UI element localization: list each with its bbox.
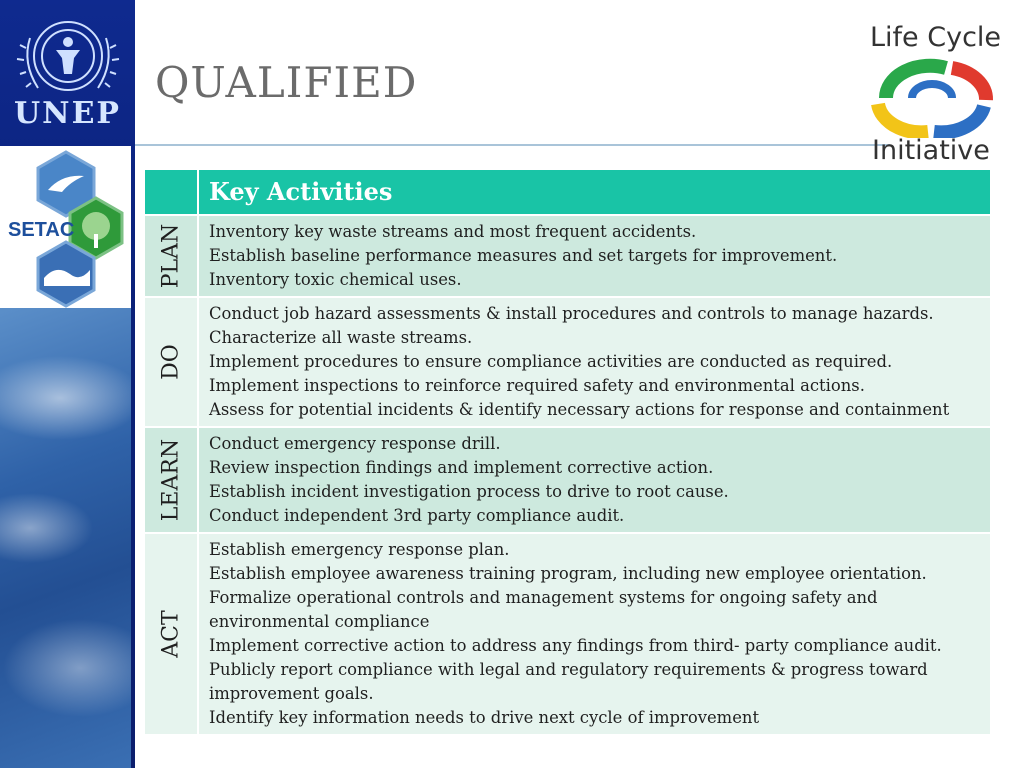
table-row-act [145,534,990,734]
activity-line: Establish baseline performance measures and set targets for improvement. [209,246,838,265]
phase-cell [145,216,199,296]
activity-line: Review inspection findings and implement corrective action. [209,458,714,477]
activity-line: Establish incident investigation process to drive to root cause. [209,482,729,501]
activity-line: Conduct independent 3rd party compliance audit. [209,506,625,525]
activity-line: environmental compliance [209,612,430,631]
activity-line: Implement corrective action to address any findings from third- party compliance audit. [209,636,942,655]
page-title: QUALIFIED [155,58,418,107]
activity-line: Assess for potential incidents & identify necessary actions for response and containment [209,400,950,419]
unep-wordmark: UNEP [13,96,121,131]
phase-label-do: DO [158,344,184,380]
activity-line: Conduct job hazard assessments & install procedures and controls to manage hazards. [209,304,934,323]
phase-label-plan: PLAN [158,223,184,289]
title-divider [135,144,890,146]
activity-line: Publicly report compliance with legal and regulatory requirements & progress toward [209,660,928,679]
activity-line: Implement procedures to ensure compliance activities are conducted as required. [209,352,893,371]
lci-top-label: Life Cycle [870,22,1002,53]
activities-cell [199,216,990,296]
life-cycle-initiative-logo [862,20,1002,168]
setac-label: SETAC [8,219,75,241]
sidebar-band [0,0,135,768]
activity-line: Conduct emergency response drill. [209,434,501,453]
header-corner-cell [145,170,199,214]
earth-image [0,308,131,768]
lci-bottom-label: Initiative [872,135,990,166]
phase-label-learn: LEARN [158,438,184,522]
table-row-learn [145,428,990,534]
table-header-row [145,170,990,216]
activities-cell [199,298,990,426]
phase-label-act: ACT [158,610,184,658]
key-activities-table [145,170,990,734]
activity-line: improvement goals. [209,684,374,703]
table-row-do [145,298,990,428]
table-row-plan [145,216,990,298]
activities-cell [199,534,990,734]
phase-cell [145,428,199,532]
phase-cell [145,298,199,426]
activity-line: Establish emergency response plan. [209,540,510,559]
activity-line: Establish employee awareness training program, including new employee orientation. [209,564,927,583]
setac-logo [0,146,131,308]
activity-line: Formalize operational controls and management systems for ongoing safety and [209,588,878,607]
activity-line: Characterize all waste streams. [209,328,473,347]
activity-line: Inventory toxic chemical uses. [209,270,462,289]
setac-hexagons-icon [0,146,131,308]
activity-line: Implement inspections to reinforce required safety and environmental actions. [209,376,865,395]
activities-cell [199,428,990,532]
activity-line: Identify key information needs to drive next cycle of improvement [209,708,760,727]
table-header: Key Activities [209,177,393,206]
phase-cell [145,534,199,734]
activity-line: Inventory key waste streams and most frequent accidents. [209,222,697,241]
cycle-arrows-icon [868,58,994,138]
